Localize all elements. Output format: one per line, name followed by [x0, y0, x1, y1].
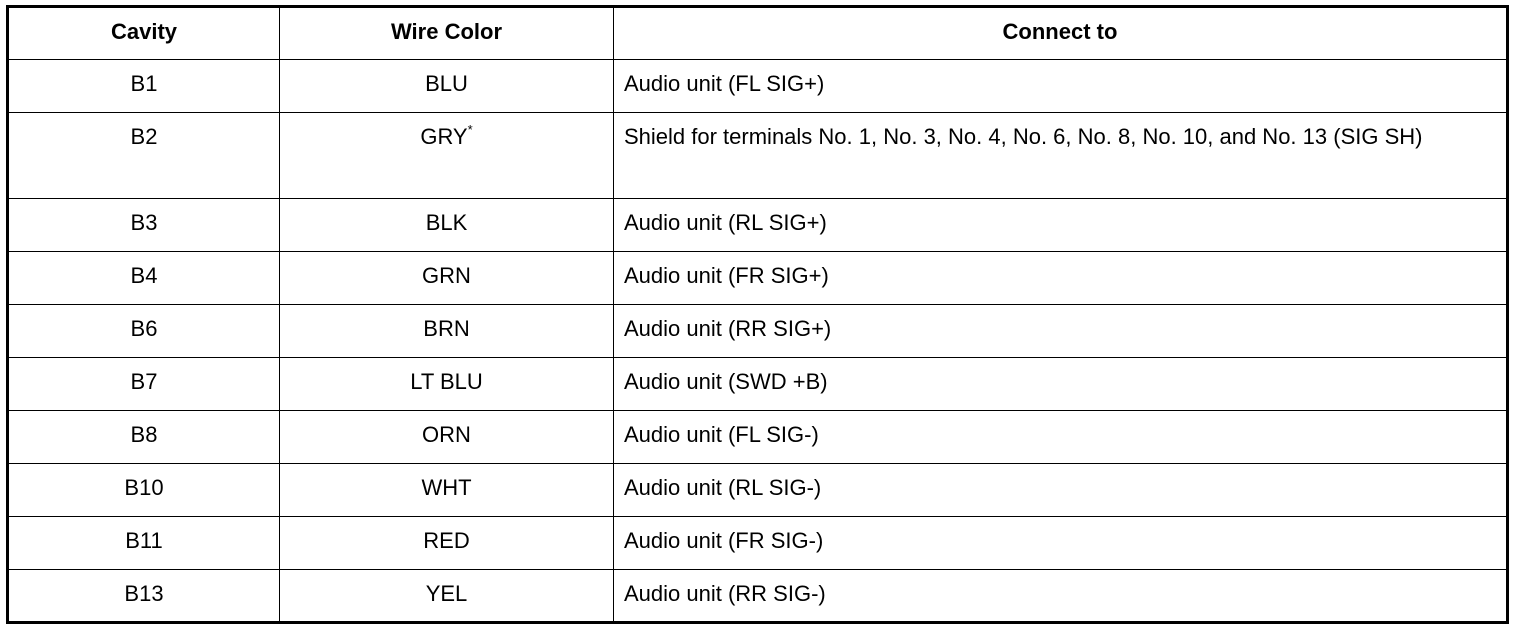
connect-to-cell: Audio unit (RL SIG+)	[614, 199, 1508, 252]
wire-color-cell: BLK	[280, 199, 614, 252]
cavity-cell: B10	[8, 464, 280, 517]
connect-to-cell: Audio unit (RR SIG-)	[614, 570, 1508, 623]
table-row	[8, 464, 1508, 517]
table-header-row	[8, 7, 1508, 60]
connect-to-cell: Audio unit (SWD +B)	[614, 358, 1508, 411]
table-row	[8, 199, 1508, 252]
table-row	[8, 305, 1508, 358]
wire-color-cell: BRN	[280, 305, 614, 358]
table-row	[8, 60, 1508, 113]
cavity-cell: B1	[8, 60, 280, 113]
header-wire-color: Wire Color	[280, 7, 614, 60]
wire-color-cell: GRN	[280, 252, 614, 305]
wire-color-cell: YEL	[280, 570, 614, 623]
table-row	[8, 113, 1508, 199]
connect-to-cell: Audio unit (FL SIG+)	[614, 60, 1508, 113]
table-row	[8, 570, 1508, 623]
wire-color-cell	[280, 113, 614, 199]
connect-to-cell: Audio unit (RL SIG-)	[614, 464, 1508, 517]
connect-to-cell: Audio unit (FR SIG+)	[614, 252, 1508, 305]
cavity-cell: B13	[8, 570, 280, 623]
cavity-cell: B11	[8, 517, 280, 570]
connect-to-cell: Audio unit (FR SIG-)	[614, 517, 1508, 570]
table-row	[8, 252, 1508, 305]
wire-color-cell: LT BLU	[280, 358, 614, 411]
wire-color-cell: ORN	[280, 411, 614, 464]
cavity-cell: B4	[8, 252, 280, 305]
footnote-marker: *	[467, 121, 473, 137]
cavity-cell: B6	[8, 305, 280, 358]
header-cavity: Cavity	[8, 7, 280, 60]
wire-color-cell: BLU	[280, 60, 614, 113]
header-connect-to: Connect to	[614, 7, 1508, 60]
connector-pinout-table	[6, 5, 1509, 624]
connect-to-cell: Shield for terminals No. 1, No. 3, No. 4, No. 6, No. 8, No. 10, and No. 13 (SIG SH)	[614, 113, 1508, 199]
wire-color-cell: RED	[280, 517, 614, 570]
connect-to-cell: Audio unit (FL SIG-)	[614, 411, 1508, 464]
connect-to-cell: Audio unit (RR SIG+)	[614, 305, 1508, 358]
table-row	[8, 358, 1508, 411]
cavity-cell: B7	[8, 358, 280, 411]
table-row	[8, 411, 1508, 464]
wire-color-text: GRY	[420, 124, 468, 149]
cavity-cell: B8	[8, 411, 280, 464]
table-row	[8, 517, 1508, 570]
cavity-cell: B2	[8, 113, 280, 199]
wire-color-cell: WHT	[280, 464, 614, 517]
cavity-cell: B3	[8, 199, 280, 252]
